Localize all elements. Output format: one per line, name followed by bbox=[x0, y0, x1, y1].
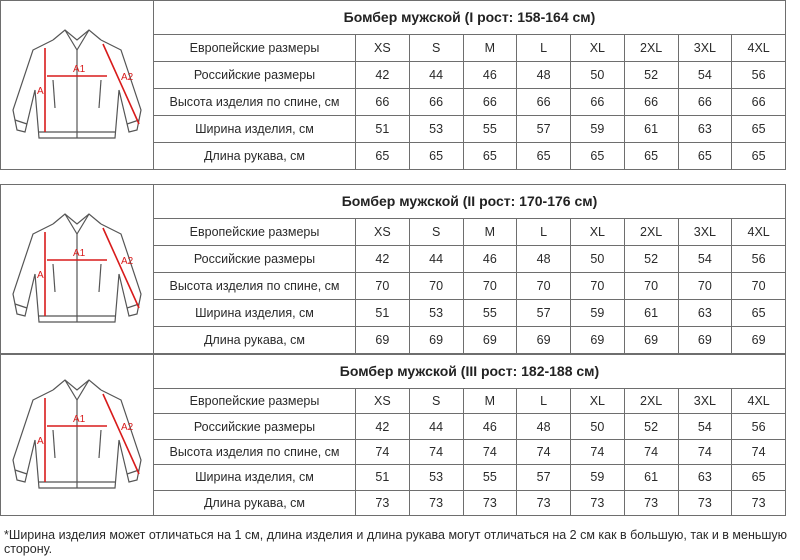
table-cell: 44 bbox=[410, 246, 464, 272]
size-table bbox=[154, 1, 785, 169]
table-cell: 69 bbox=[517, 327, 571, 353]
row-label: Российские размеры bbox=[154, 414, 356, 438]
table-cell: 4XL bbox=[747, 394, 770, 409]
size-table-title: Бомбер мужской (III рост: 182-188 см) bbox=[154, 355, 785, 389]
table-cell: 4XL bbox=[747, 225, 770, 239]
table-row bbox=[154, 89, 785, 116]
table-cell: 54 bbox=[679, 414, 733, 438]
table-cell: 50 bbox=[571, 414, 625, 438]
table-cell: 73 bbox=[625, 491, 679, 515]
table-cell: 3XL bbox=[679, 219, 733, 245]
table-cell: 59 bbox=[571, 300, 625, 326]
table-cell: 69 bbox=[464, 327, 518, 353]
table-cell: 51 bbox=[356, 116, 410, 142]
table-cell: 57 bbox=[517, 116, 571, 142]
table-cell: XL bbox=[571, 35, 625, 61]
table-cell: 65 bbox=[356, 143, 410, 169]
table-cell: 52 bbox=[625, 414, 679, 438]
table-cell: 66 bbox=[410, 89, 464, 115]
table-cell: 4XL bbox=[747, 41, 770, 55]
table-cell: 74 bbox=[410, 440, 464, 464]
table-cell: XL bbox=[571, 219, 625, 245]
table-cell: 57 bbox=[517, 300, 571, 326]
table-cell: 65 bbox=[571, 143, 625, 169]
table-cell: 63 bbox=[679, 300, 733, 326]
table-cell: 70 bbox=[571, 273, 625, 299]
row-label: Высота изделия по спине, см bbox=[154, 89, 356, 115]
size-table-title: Бомбер мужской (II рост: 170-176 см) bbox=[154, 185, 785, 219]
measure-a1-label: A1 bbox=[73, 414, 86, 425]
table-cell: 50 bbox=[571, 62, 625, 88]
table-cell: 63 bbox=[679, 116, 733, 142]
table-cell: 65 bbox=[751, 149, 766, 163]
table-cell: 70 bbox=[464, 273, 518, 299]
table-cell: 53 bbox=[410, 116, 464, 142]
table-cell: 70 bbox=[517, 273, 571, 299]
row-label: Европейские размеры bbox=[154, 219, 356, 245]
jacket-image-cell bbox=[1, 185, 154, 353]
table-cell: 66 bbox=[751, 95, 766, 109]
table-cell: 73 bbox=[356, 491, 410, 515]
table-cell: 56 bbox=[751, 68, 766, 82]
table-cell: 53 bbox=[410, 300, 464, 326]
jacket-outline bbox=[53, 430, 55, 458]
table-row bbox=[154, 246, 785, 273]
table-cell: 73 bbox=[410, 491, 464, 515]
measure-a-label: A bbox=[37, 86, 44, 97]
table-cell: 65 bbox=[410, 143, 464, 169]
table-cell: 48 bbox=[517, 246, 571, 272]
table-cell: 53 bbox=[410, 465, 464, 489]
size-table bbox=[154, 355, 785, 515]
table-cell: 48 bbox=[517, 414, 571, 438]
size-table-block bbox=[0, 184, 786, 354]
table-cell: 73 bbox=[571, 491, 625, 515]
table-cell: 69 bbox=[679, 327, 733, 353]
table-row bbox=[154, 327, 785, 353]
table-cell: 2XL bbox=[625, 35, 679, 61]
row-label: Высота изделия по спине, см bbox=[154, 440, 356, 464]
table-cell: XL bbox=[571, 389, 625, 413]
table-cell: XS bbox=[356, 219, 410, 245]
measure-sleeve-line bbox=[103, 228, 139, 308]
table-cell: 66 bbox=[464, 89, 518, 115]
jacket-outline bbox=[53, 264, 55, 292]
measure-a1-label: A1 bbox=[73, 64, 86, 75]
table-cell: 74 bbox=[625, 440, 679, 464]
table-cell: M bbox=[464, 35, 518, 61]
table-row bbox=[154, 465, 785, 490]
jacket-diagram bbox=[3, 20, 151, 150]
table-cell: 73 bbox=[679, 491, 733, 515]
table-row bbox=[154, 35, 785, 62]
row-label: Ширина изделия, см bbox=[154, 116, 356, 142]
jacket-diagram bbox=[3, 204, 151, 334]
table-cell: 52 bbox=[625, 246, 679, 272]
measure-a2-label: A2 bbox=[121, 72, 134, 83]
table-cell: 73 bbox=[517, 491, 571, 515]
table-cell: XS bbox=[356, 35, 410, 61]
table-cell: 42 bbox=[356, 62, 410, 88]
table-cell: 3XL bbox=[679, 35, 733, 61]
table-cell: 69 bbox=[751, 333, 766, 347]
table-cell: L bbox=[517, 389, 571, 413]
table-cell: 66 bbox=[625, 89, 679, 115]
size-table bbox=[154, 185, 785, 353]
table-cell: 59 bbox=[571, 465, 625, 489]
table-cell: 46 bbox=[464, 414, 518, 438]
table-row bbox=[154, 143, 785, 169]
table-cell: M bbox=[464, 219, 518, 245]
jacket-outline bbox=[53, 214, 101, 224]
row-label: Ширина изделия, см bbox=[154, 300, 356, 326]
measure-sleeve-line bbox=[103, 44, 139, 124]
table-cell: 73 bbox=[751, 495, 766, 510]
table-row bbox=[154, 62, 785, 89]
table-cell: 70 bbox=[356, 273, 410, 299]
table-cell: 69 bbox=[571, 327, 625, 353]
table-cell: 61 bbox=[625, 465, 679, 489]
table-cell: 66 bbox=[517, 89, 571, 115]
table-cell: 70 bbox=[679, 273, 733, 299]
jacket-outline bbox=[15, 304, 27, 308]
table-row bbox=[154, 219, 785, 246]
table-cell: XS bbox=[356, 389, 410, 413]
row-label: Длина рукава, см bbox=[154, 143, 356, 169]
table-row bbox=[154, 414, 785, 439]
footnote: *Ширина изделия может отличаться на 1 см, длина изделия и длина рукава могут отличаться на 2 см как в большую, так и в меньшую сторону. bbox=[4, 528, 788, 556]
jacket-outline bbox=[99, 430, 101, 458]
table-cell: 70 bbox=[751, 279, 766, 293]
jacket-outline bbox=[53, 380, 101, 390]
table-cell: 51 bbox=[356, 300, 410, 326]
table-cell: 65 bbox=[464, 143, 518, 169]
table-row bbox=[154, 440, 785, 465]
table-cell: 70 bbox=[625, 273, 679, 299]
size-table-block bbox=[0, 354, 786, 516]
row-label: Длина рукава, см bbox=[154, 491, 356, 515]
table-cell: 46 bbox=[464, 62, 518, 88]
table-cell: 73 bbox=[464, 491, 518, 515]
size-table-title: Бомбер мужской (I рост: 158-164 см) bbox=[154, 1, 785, 35]
table-cell: 65 bbox=[625, 143, 679, 169]
row-label: Высота изделия по спине, см bbox=[154, 273, 356, 299]
table-cell: 56 bbox=[751, 252, 766, 266]
table-cell: 65 bbox=[751, 306, 766, 320]
jacket-outline bbox=[15, 470, 27, 474]
table-cell: 61 bbox=[625, 116, 679, 142]
table-cell: 52 bbox=[625, 62, 679, 88]
measure-a2-label: A2 bbox=[121, 422, 134, 433]
table-cell: 59 bbox=[571, 116, 625, 142]
table-cell: 69 bbox=[356, 327, 410, 353]
row-label: Европейские размеры bbox=[154, 389, 356, 413]
table-cell: 74 bbox=[356, 440, 410, 464]
table-row bbox=[154, 116, 785, 143]
table-cell: 70 bbox=[410, 273, 464, 299]
table-cell: 63 bbox=[679, 465, 733, 489]
table-cell: L bbox=[517, 219, 571, 245]
row-label: Российские размеры bbox=[154, 62, 356, 88]
jacket-diagram bbox=[3, 370, 151, 500]
jacket-outline bbox=[15, 120, 27, 124]
row-label: Длина рукава, см bbox=[154, 327, 356, 353]
table-cell: 66 bbox=[356, 89, 410, 115]
table-cell: 61 bbox=[625, 300, 679, 326]
table-cell: 54 bbox=[679, 246, 733, 272]
jacket-image-cell bbox=[1, 355, 154, 515]
measure-sleeve-line bbox=[103, 394, 139, 474]
jacket-outline bbox=[99, 80, 101, 108]
table-cell: 55 bbox=[464, 465, 518, 489]
jacket-image-cell bbox=[1, 1, 154, 169]
row-label: Российские размеры bbox=[154, 246, 356, 272]
table-cell: 74 bbox=[571, 440, 625, 464]
table-cell: 48 bbox=[517, 62, 571, 88]
table-cell: 2XL bbox=[625, 219, 679, 245]
table-cell: 55 bbox=[464, 300, 518, 326]
table-cell: 74 bbox=[517, 440, 571, 464]
measure-a2-label: A2 bbox=[121, 256, 134, 267]
table-cell: 3XL bbox=[679, 389, 733, 413]
table-cell: 44 bbox=[410, 62, 464, 88]
table-cell: 66 bbox=[679, 89, 733, 115]
jacket-outline bbox=[99, 264, 101, 292]
table-cell: 46 bbox=[464, 246, 518, 272]
table-cell: 65 bbox=[517, 143, 571, 169]
measure-a1-label: A1 bbox=[73, 248, 86, 259]
row-label: Ширина изделия, см bbox=[154, 465, 356, 489]
size-table-block bbox=[0, 0, 786, 170]
table-cell: 56 bbox=[751, 419, 766, 434]
measure-a-label: A bbox=[37, 436, 44, 447]
table-cell: 65 bbox=[751, 122, 766, 136]
table-cell: 2XL bbox=[625, 389, 679, 413]
table-cell: S bbox=[410, 35, 464, 61]
measure-a-label: A bbox=[37, 270, 44, 281]
table-row bbox=[154, 389, 785, 414]
jacket-outline bbox=[53, 30, 101, 40]
table-cell: 42 bbox=[356, 414, 410, 438]
table-cell: 54 bbox=[679, 62, 733, 88]
table-cell: 74 bbox=[679, 440, 733, 464]
table-cell: 66 bbox=[571, 89, 625, 115]
table-row bbox=[154, 300, 785, 327]
table-cell: S bbox=[410, 389, 464, 413]
table-cell: 42 bbox=[356, 246, 410, 272]
table-cell: L bbox=[517, 35, 571, 61]
table-cell: 55 bbox=[464, 116, 518, 142]
table-cell: 74 bbox=[751, 445, 766, 460]
table-cell: 69 bbox=[410, 327, 464, 353]
table-cell: 69 bbox=[625, 327, 679, 353]
table-row bbox=[154, 491, 785, 515]
table-cell: 74 bbox=[464, 440, 518, 464]
table-cell: 57 bbox=[517, 465, 571, 489]
jacket-outline bbox=[53, 80, 55, 108]
table-cell: 51 bbox=[356, 465, 410, 489]
table-cell: 65 bbox=[679, 143, 733, 169]
table-cell: 65 bbox=[751, 470, 766, 485]
table-row bbox=[154, 273, 785, 300]
table-cell: 44 bbox=[410, 414, 464, 438]
row-label: Европейские размеры bbox=[154, 35, 356, 61]
table-cell: M bbox=[464, 389, 518, 413]
table-cell: S bbox=[410, 219, 464, 245]
table-cell: 50 bbox=[571, 246, 625, 272]
